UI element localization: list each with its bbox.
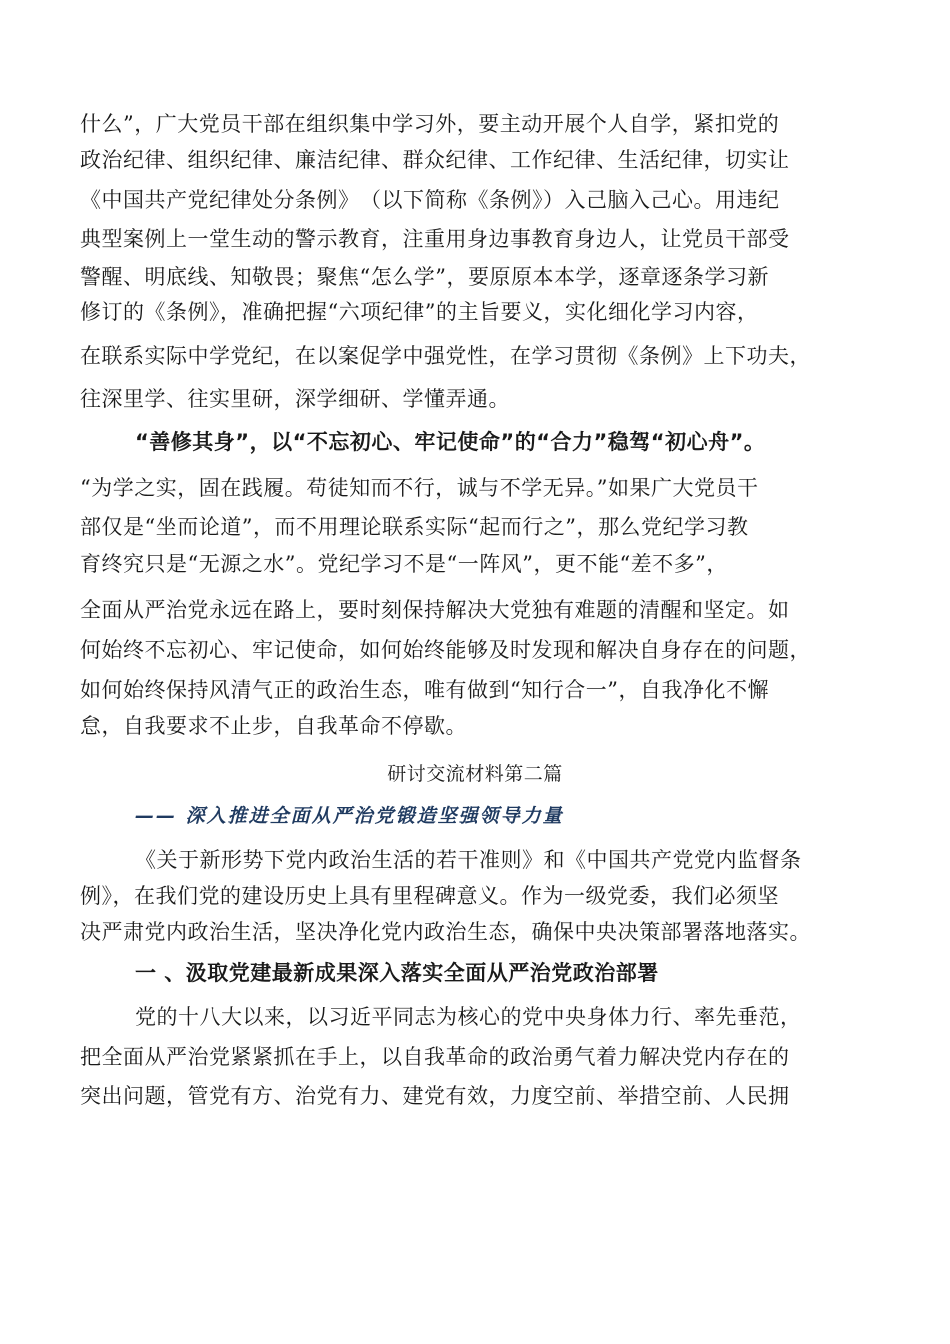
paragraph-line: 政治纪律、组织纪律、廉洁纪律、群众纪律、工作纪律、生活纪律，切实让 xyxy=(80,148,790,172)
paragraph-line: 全面从严治党永远在路上，要时刻保持解决大党独有难题的清醒和坚定。如 xyxy=(80,598,790,622)
paragraph-line: 《关于新形势下党内政治生活的若干准则》和《中国共产党党内监督条 xyxy=(135,848,802,872)
paragraph-line: 在联系实际中学党纪，在以案促学中强党性，在学习贯彻《条例》上下功夫， xyxy=(80,344,811,368)
paragraph-line: 典型案例上一堂生动的警示教育，注重用身边事教育身边人，让党员干部受 xyxy=(80,227,790,251)
paragraph-line: 什么”，广大党员干部在组织集中学习外，要主动开展个人自学，紧扣党的 xyxy=(80,112,780,136)
paragraph-line: 把全面从严治党紧紧抓在手上，以自我革命的政治勇气着力解决党内存在的 xyxy=(80,1045,790,1069)
paragraph-line: 警醒、明底线、知敬畏；聚焦“怎么学”，要原原本本学，逐章逐条学习新 xyxy=(80,265,769,289)
paragraph-line: 何始终不忘初心、牢记使命，如何始终能够及时发现和解决自身存在的问题， xyxy=(80,638,811,662)
paragraph-line: 往深里学、往实里研，深学细研、学懂弄通。 xyxy=(80,387,510,411)
paragraph-line: 修订的《条例》，准确把握“六项纪律”的主旨要义，实化细化学习内容， xyxy=(80,300,759,324)
article-subtitle: —— 深入推进全面从严治党锻造坚强领导力量 xyxy=(135,805,564,827)
paragraph-line: 突出问题，管党有方、治党有力、建党有效，力度空前、举措空前、人民拥 xyxy=(80,1084,790,1108)
section-heading: “善修其身”，以“不忘初心、牢记使命”的“合力”稳驾“初心舟”。 xyxy=(135,430,766,454)
paragraph-line: 部仅是“坐而论道”，而不用理论联系实际“起而行之”，那么党纪学习教 xyxy=(80,515,749,539)
paragraph-line: 决严肃党内政治生活，坚决净化党内政治生态，确保中央决策部署落地落实。 xyxy=(80,920,811,944)
paragraph-line: 育终究只是“无源之水”。党纪学习不是“一阵风”，更不能“差不多”， xyxy=(80,552,728,576)
article-title: 研讨交流材料第二篇 xyxy=(387,763,563,785)
paragraph-line: 如何始终保持风清气正的政治生态，唯有做到“知行合一”，自我净化不懈 xyxy=(80,678,769,702)
paragraph-line: “为学之实，固在践履。苟徒知而不行，诚与不学无异。”如果广大党员干 xyxy=(80,476,759,500)
paragraph-line: 《中国共产党纪律处分条例》 （以下简称《条例》）入己脑入己心。用违纪 xyxy=(80,188,780,212)
section-heading: 一 、汲取党建最新成果深入落实全面从严治党政治部署 xyxy=(135,961,659,985)
paragraph-line: 怠，自我要求不止步，自我革命不停歇。 xyxy=(80,714,467,738)
paragraph-line: 党的十八大以来，以习近平同志为核心的党中央身体力行、率先垂范， xyxy=(135,1005,802,1029)
paragraph-line: 例》，在我们党的建设历史上具有里程碑意义。作为一级党委，我们必须坚 xyxy=(80,884,779,908)
